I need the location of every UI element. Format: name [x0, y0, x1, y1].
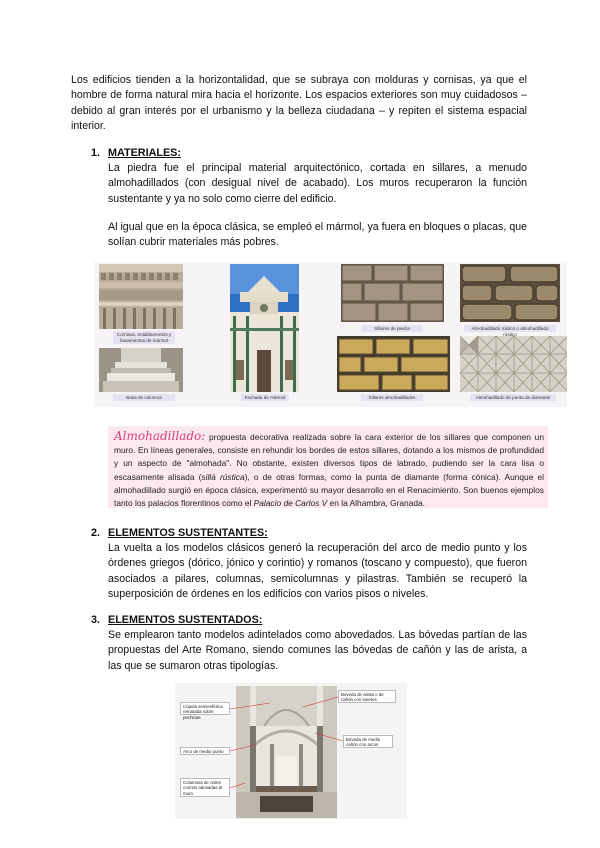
callout-groin-vault: Bóveda de arista o de cañón con lunetos — [338, 690, 396, 703]
caption-stone: Sillares de piedra — [361, 325, 423, 332]
callout-barrel-vault: Bóveda de medio cañón con arcos — [343, 735, 393, 748]
definition-part-3: en la Alhambra, Granada. — [327, 498, 426, 509]
section-3-number: 3. — [91, 614, 101, 626]
section-1-paragraph-1: La piedra fue el principal material arquitectónico, cortada en sillares, a menudo almohadillados (con desigual nivel de acabado). Los muros recuperaron la función sustentante y ya no solo como cierre del edificio. — [108, 162, 527, 205]
column-base-image — [99, 348, 183, 392]
definition-text — [114, 430, 544, 510]
caption-cornice: Cornisas, entablamentos y basamentos de mármol — [113, 331, 175, 344]
section-3-paragraph: Se emplearon tanto modelos adintelados como abovedados. Las bóvedas partían de las propuestas del Arte Romano, siendo comunes las bóvedas de cañón y las de arista, a las que se sumaron otras tipologías. — [108, 629, 527, 672]
definition-part-1: propuesta decorativa realizada sobre la cara exterior de los sillares que componen un muro. En líneas generales, consiste en rehundir los bordes de estos sillares, dotando a los mismos de profundidad y un aspecto de "almohada". No obstante, existen diversos tipos de labrado, pudiendo ser la cara lisa o escasamente alisada ( — [114, 432, 544, 482]
caption-diamond: Almohadillado de punta de diamante — [470, 394, 556, 401]
section-2-paragraph: La vuelta a los modelos clásicos generó la recuperación del arco de medio punto y los órdenes griegos (dórico, jónico y corintio) y romanos (toscano y compuesto), que fueron asociados a pilares, columnas, semicolumnas y pilastras. También se recuperó la superposición de órdenes en los edificios con varios pisos o niveles. — [108, 542, 527, 600]
diamond-point-image — [460, 336, 567, 392]
stone-masonry-image — [341, 264, 444, 322]
rustic-ashlar-image — [460, 264, 560, 322]
definition-italic-2: Palacio de Carlos V — [253, 498, 328, 509]
definition-italic-1: sillá rústica — [201, 471, 245, 482]
section-1-number: 1. — [91, 147, 101, 159]
callout-dome: Cúpula semiesférica rematada sobre pechinas — [180, 702, 230, 715]
definition-part-2: ), o de otras formas, como la punta de diamante (forma cónica). Aunque el almohadillado surgió en época clásica, experimentó su mayor desarrollo en el Renacimiento. Son buenos ejemplos tanto los palacios florentinos como el — [114, 471, 544, 509]
section-2-title: ELEMENTOS SUSTENTANTES: — [108, 527, 268, 539]
facade-image — [230, 264, 299, 392]
section-1-paragraph-2: Al igual que en la época clásica, se empleó el mármol, ya fuera en bloques o placas, que solían cubrir materiales más pobres. — [108, 221, 527, 249]
caption-facade: Fachada de mármol — [241, 394, 289, 401]
caption-rustic: Almohadillado rústico o almohadillado rústico — [464, 325, 556, 332]
caption-smooth: Sillares almohadillados — [361, 394, 423, 401]
callout-columns: Columnas de orden corintio adosadas al muro — [180, 778, 230, 797]
cushioned-ashlar-image — [337, 336, 450, 392]
intro-paragraph: Los edificios tienden a la horizontalidad, que se subraya con molduras y cornisas, ya que el hombre de forma natural mira hacia el horizonte. Los espacios exteriores son muy cuidadosos – debido al gran interés por el urbanismo y la belleza ciudadana – y repiten el sistema espacial interior. — [71, 74, 527, 132]
caption-base: Basa de columna — [113, 394, 175, 401]
section-3-title: ELEMENTOS SUSTENTADOS: — [108, 614, 263, 626]
section-1-title: MATERIALES: — [108, 147, 181, 159]
callout-lines — [175, 683, 407, 819]
definition-term: Almohadillado: — [114, 429, 206, 443]
section-2-number: 2. — [91, 527, 101, 539]
cornice-image — [99, 264, 183, 329]
callout-arch: Arco de medio punto — [180, 747, 230, 755]
